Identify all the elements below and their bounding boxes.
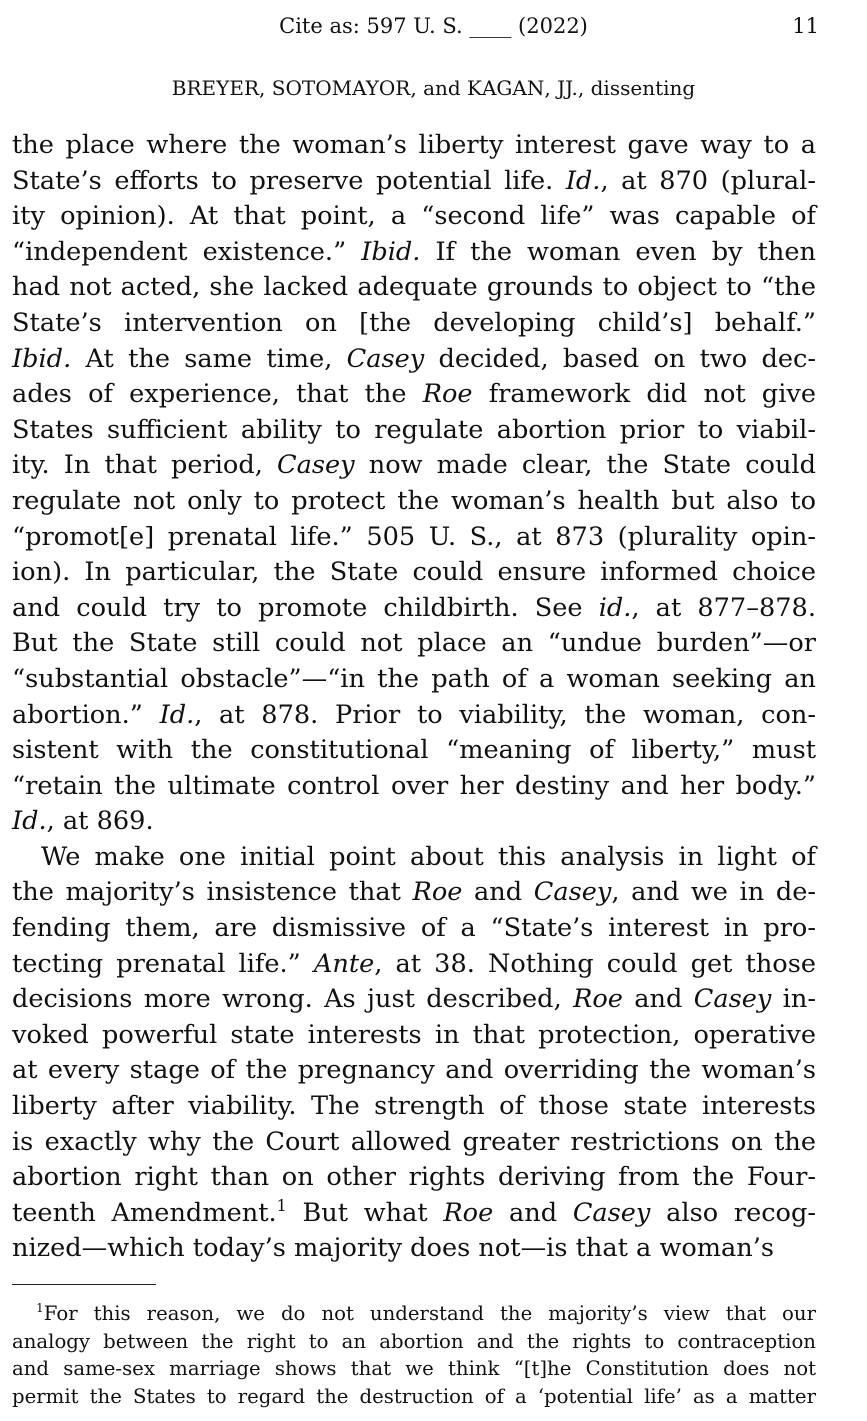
italic-citation: Id. [12, 806, 47, 837]
text-run: State’s intervention on [the developing child’s] behalf.” [12, 307, 816, 338]
dissent-part: OTOMAYOR [285, 76, 411, 100]
dissent-heading [0, 76, 867, 100]
body-line [12, 413, 816, 449]
text-run: But what [286, 1197, 444, 1228]
body-line [12, 235, 816, 271]
text-run: now made clear, the State could [354, 450, 816, 481]
text-run: also recog- [650, 1197, 816, 1228]
dissent-part: B [171, 76, 187, 100]
text-run: teenth Amendment. [12, 1197, 277, 1228]
dissent-part: REYER [186, 76, 260, 100]
footnote-line [12, 1328, 816, 1356]
dissent-part: , S [259, 76, 286, 100]
italic-citation: Casey [277, 450, 355, 481]
italic-citation: Casey [346, 343, 425, 374]
text-run: sistent with the constitutional “meaning of liberty,” must [12, 735, 816, 766]
footnote-line [12, 1300, 816, 1328]
text-run: nized—which today’s majority does not—is that a woman’s [12, 1233, 775, 1264]
text-run: and [622, 984, 694, 1015]
footnote-1 [12, 1300, 816, 1410]
text-run: ion). In particular, the State could ensure informed choice [12, 557, 816, 588]
opinion-body-text [12, 128, 816, 1267]
running-head [0, 14, 867, 44]
body-line [12, 947, 816, 983]
body-line [12, 377, 816, 413]
text-run: We make one initial point about this analysis in light of [41, 841, 816, 872]
text-run: and [493, 1197, 573, 1228]
footnote-line [12, 1383, 816, 1411]
text-run: regulate not only to protect the woman’s health but also to [12, 485, 816, 516]
text-run: and [462, 877, 534, 908]
text-run: tecting prenatal life.” [12, 948, 314, 979]
body-line [12, 769, 816, 805]
text-run: and could try to promote childbirth. See [12, 592, 599, 623]
body-line [12, 591, 816, 627]
italic-citation: Ibid. [12, 343, 72, 374]
text-run: ades of experience, that the [12, 379, 423, 410]
text-run: fending them, are dismissive of a “State’s interest in pro- [12, 913, 816, 944]
text-run: , and we in de- [611, 877, 816, 908]
text-run: liberty after viability. The strength of those state interests [12, 1091, 816, 1122]
text-run: abortion.” [12, 699, 160, 730]
body-line [12, 1089, 816, 1125]
body-line [12, 1231, 816, 1267]
italic-citation: Id. [565, 165, 601, 196]
italic-citation: Ibid. [361, 236, 421, 267]
text-run: , at 38. Nothing could get those [374, 948, 816, 979]
text-run: “substantial obstacle”—“in the path of a woman seeking an [12, 663, 816, 694]
body-line [12, 911, 816, 947]
footnote-line [12, 1355, 816, 1383]
italic-citation: Roe [443, 1197, 494, 1228]
body-line [12, 733, 816, 769]
text-run: decided, based on two dec- [424, 343, 816, 374]
text-run: , at 869. [46, 806, 154, 837]
body-line [12, 555, 816, 591]
footnote-marker[interactable]: 1 [276, 1195, 287, 1215]
body-line [12, 1196, 816, 1232]
body-line [12, 306, 816, 342]
text-run: analogy between the right to an abortion and the rights to contraception [12, 1329, 816, 1353]
text-run: the majority’s insistence that [12, 877, 413, 908]
body-line [12, 1018, 816, 1054]
text-run: in- [771, 984, 816, 1015]
body-line [12, 840, 816, 876]
italic-citation: Casey [693, 984, 772, 1015]
text-run: framework did not give [472, 379, 816, 410]
text-run: is exactly why the Court allowed greater restrictions on the [12, 1126, 816, 1157]
text-run: , at 870 (plural- [600, 165, 816, 196]
text-run: ity. In that period, [12, 450, 278, 481]
body-line [12, 342, 816, 378]
body-line [12, 484, 816, 520]
body-line [12, 520, 816, 556]
italic-citation: Roe [422, 379, 473, 410]
body-line [12, 982, 816, 1018]
text-run: But the State still could not place an “undue burden”—or [12, 628, 816, 659]
body-line [12, 1160, 816, 1196]
italic-citation: Id. [159, 699, 195, 730]
text-run: States sufficient ability to regulate abortion prior to viabil- [12, 414, 816, 445]
text-run: had not acted, she lacked adequate grounds to object to “the [12, 272, 816, 303]
text-run: State’s efforts to preserve potential life. [12, 165, 566, 196]
text-run: abortion right than on other rights deriving from the Four- [12, 1162, 816, 1193]
italic-citation: id. [598, 592, 632, 623]
body-line [12, 199, 816, 235]
body-line [12, 804, 816, 840]
text-run: , at 877–878. [631, 592, 816, 623]
dissent-part: AGAN [481, 76, 545, 100]
body-line [12, 626, 816, 662]
text-run: At the same time, [71, 343, 347, 374]
body-line [12, 448, 816, 484]
citation: Cite as: 597 U. S. ____ (2022) [279, 14, 588, 38]
text-run: the place where the woman’s liberty interest gave way to a [12, 130, 816, 160]
footnote-divider [12, 1284, 156, 1285]
body-line [12, 128, 816, 164]
body-line [12, 875, 816, 911]
text-run: decisions more wrong. As just described, [12, 984, 574, 1015]
text-run: For this reason, we do not understand the majority’s view that our [43, 1302, 816, 1325]
body-line [12, 662, 816, 698]
text-run: “independent existence.” [12, 236, 362, 267]
body-line [12, 270, 816, 306]
text-run: “retain the ultimate control over her destiny and her body.” [12, 770, 816, 801]
italic-citation: Roe [412, 877, 463, 908]
italic-citation: Roe [573, 984, 623, 1015]
text-run: If the woman even by then [420, 236, 816, 267]
text-run: , at 878. Prior to viability, the woman, con- [194, 699, 816, 730]
body-line [12, 698, 816, 734]
body-line [12, 1125, 816, 1161]
body-line [12, 164, 816, 200]
text-run: and same-sex marriage shows that we think “[t]he Constitution does not [12, 1357, 816, 1381]
text-run: voked powerful state interests in that protection, operative [12, 1019, 816, 1050]
italic-citation: Casey [533, 877, 612, 908]
page-number: 11 [792, 14, 819, 38]
footnote-marker[interactable]: 1 [36, 1300, 44, 1315]
dissent-part: , JJ., dissenting [544, 76, 696, 100]
body-line [12, 1053, 816, 1089]
italic-citation: Ante [313, 948, 375, 979]
text-run: at every stage of the pregnancy and overriding the woman’s [12, 1055, 816, 1086]
text-run: ity opinion). At that point, a “second life” was capable of [12, 201, 816, 232]
text-run: permit the States to regard the destruction of a ‘potential life’ as a matter [12, 1384, 816, 1408]
dissent-part: , and K [410, 76, 482, 100]
text-run: “promot[e] prenatal life.” 505 U. S., at 873 (plurality opin- [12, 521, 816, 552]
italic-citation: Casey [572, 1197, 651, 1228]
